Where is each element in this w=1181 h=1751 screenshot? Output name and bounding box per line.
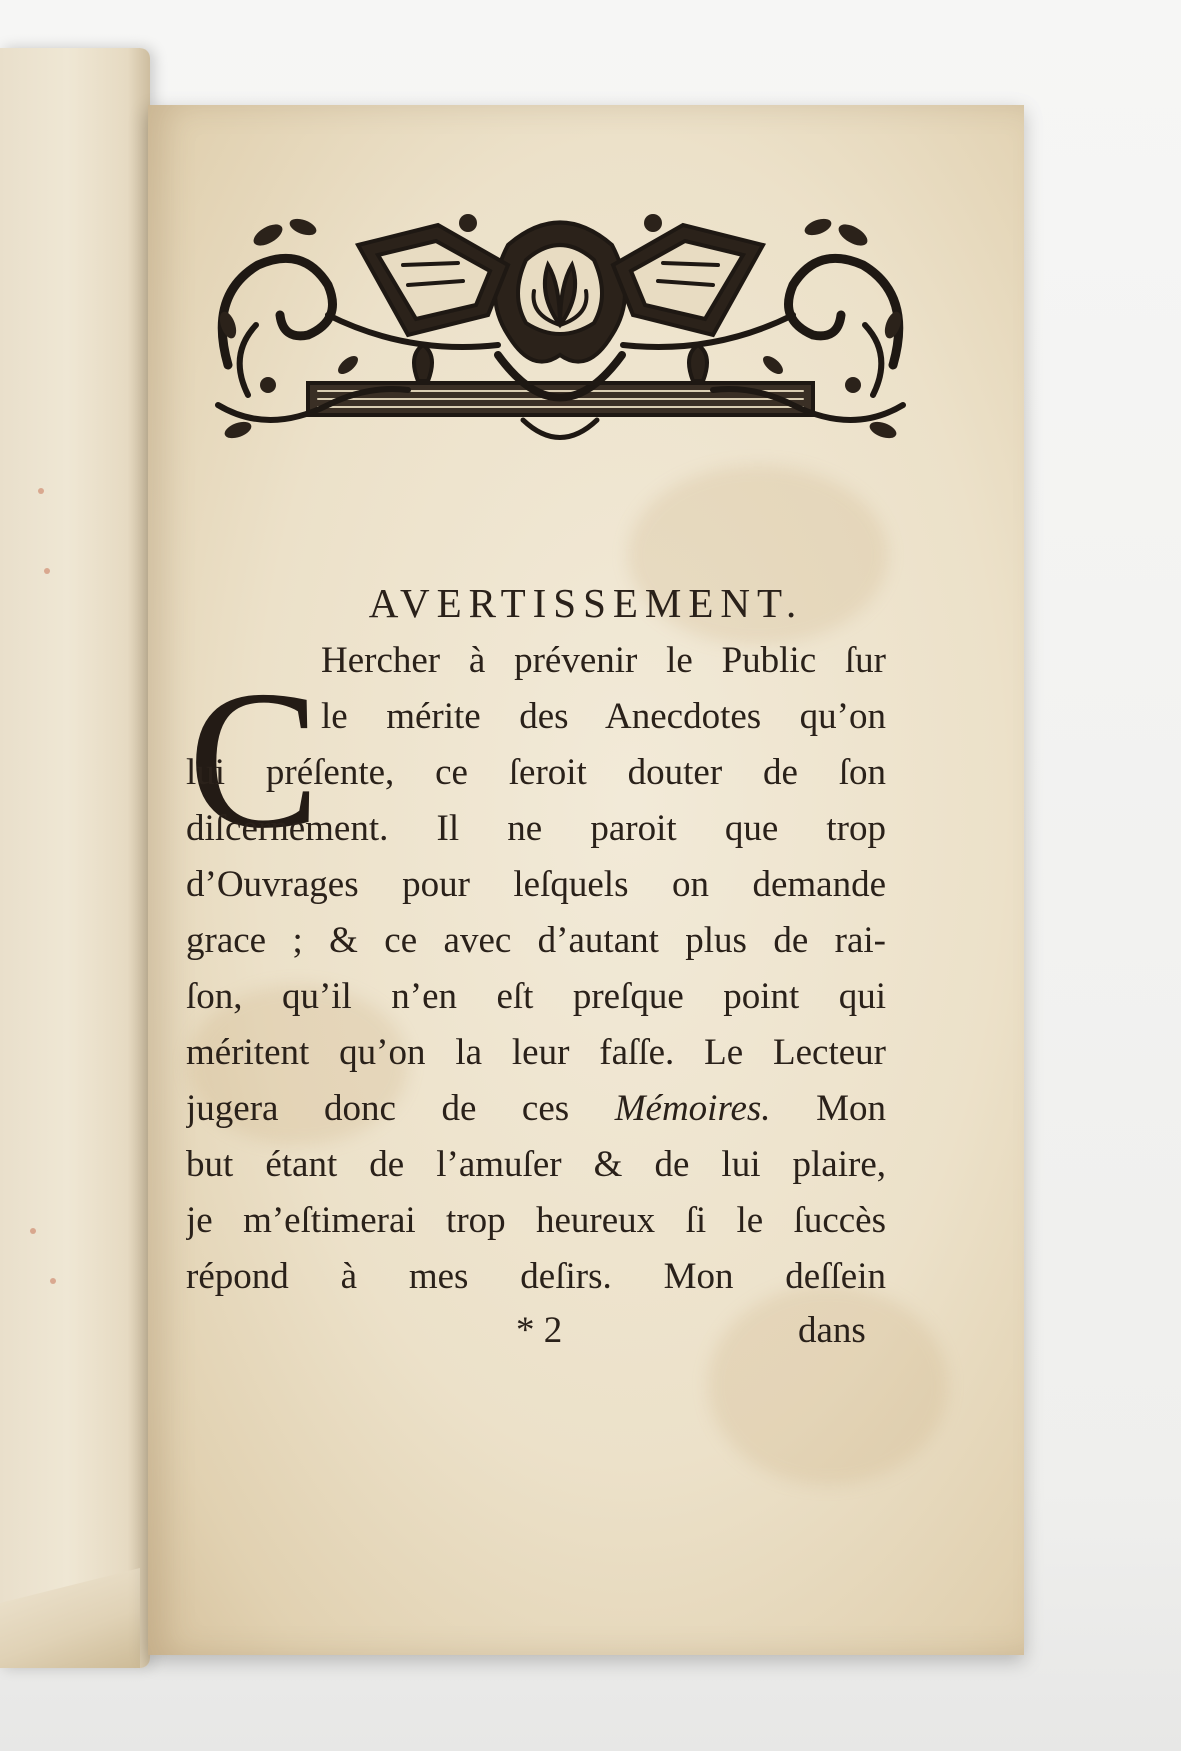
text-line-9 [186, 1081, 886, 1137]
signature-mark: * 2 [516, 1310, 563, 1351]
text-line-4: diſcernement. Il ne paroit que trop [186, 808, 886, 849]
left-page-verso [0, 48, 150, 1668]
headpiece-woodcut-svg [208, 205, 913, 465]
drop-cap-letter: C [188, 650, 321, 869]
foxing-spot [44, 568, 50, 574]
page-title: AVERTISSEMENT. [368, 580, 804, 626]
foxing-spot [38, 488, 44, 494]
foxing-spot [30, 1228, 36, 1234]
text-line-1: Hercher à prévenir le Public ſur [321, 640, 886, 681]
text-line-10: but étant de l’amuſer & de lui plaire, [186, 1144, 886, 1185]
text-line-5: d’Ouvrages pour leſquels on demande [186, 864, 886, 905]
text-line-3: lui préſente, ce ſeroit douter de ſon [186, 752, 886, 793]
text-line-8: méritent qu’on la leur faſſe. Le Lecteur [186, 1032, 886, 1073]
text-line-12: répond à mes deſirs. Mon deſſein [186, 1256, 886, 1297]
text-line-2: le mérite des Anecdotes qu’on [321, 696, 886, 737]
text-line-9-start: jugera donc de ces [186, 1088, 570, 1129]
catchword: dans [798, 1310, 866, 1351]
text-line-9-end: Mon [816, 1088, 886, 1129]
recto-page [148, 105, 1024, 1655]
foxing-spot [50, 1278, 56, 1284]
page-footer [148, 1303, 1024, 1359]
text-line-7: ſon, qu’il n’en eſt preſque point qui [186, 976, 886, 1017]
headpiece-ornament [208, 205, 913, 465]
folded-corner [0, 1568, 140, 1668]
italic-title-memoires: Mémoires. [614, 1088, 771, 1129]
text-line-6: grace ; & ce avec d’autant plus de rai- [186, 920, 886, 961]
text-line-11: je m’eſtimerai trop heureux ſi le ſuccès [186, 1200, 886, 1241]
